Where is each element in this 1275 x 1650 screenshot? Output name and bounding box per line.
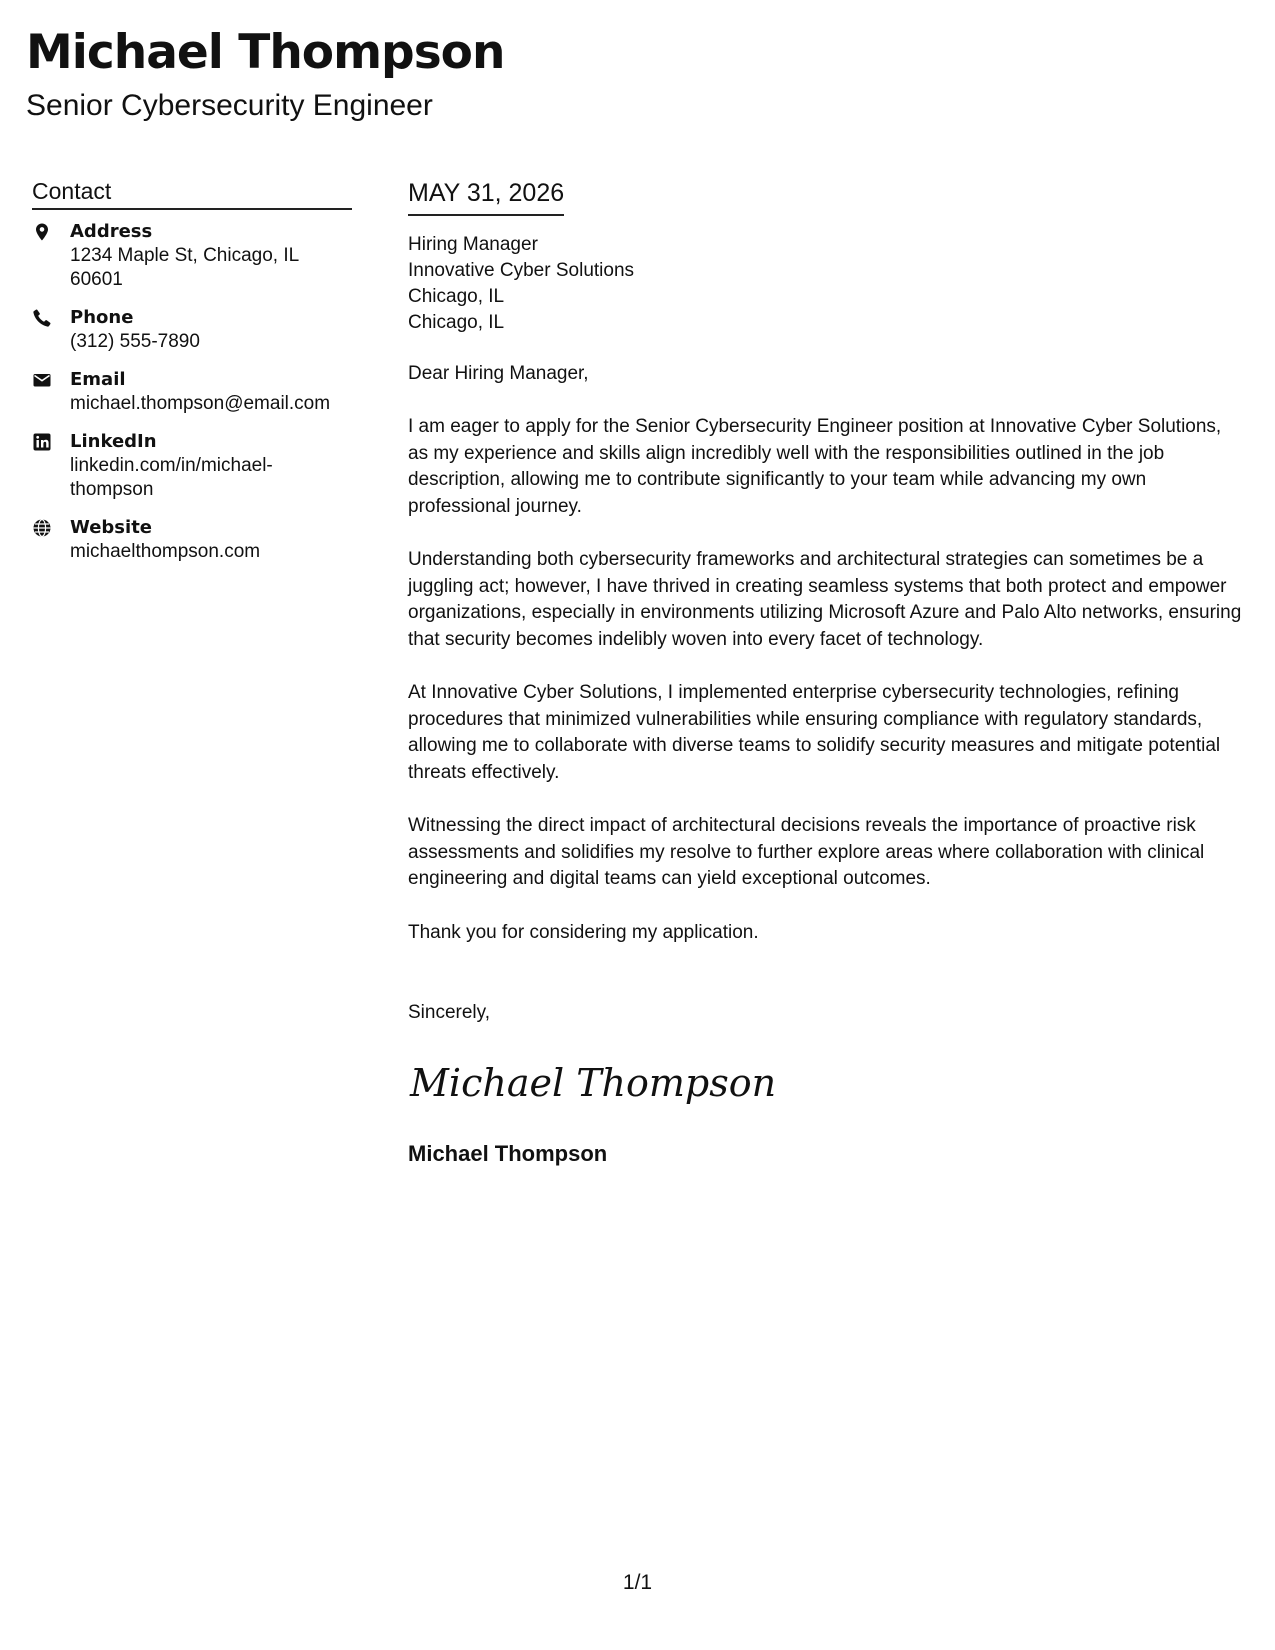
recipient-line: Chicago, IL <box>408 286 505 307</box>
contact-item-website <box>32 516 352 564</box>
contact-value: michael.thompson@email.com <box>70 393 331 414</box>
letter-paragraph: Witnessing the direct impact of architectural decisions reveals the importance of proactive risk assessments and solidifies my resolve to further explore areas where collaboration with clinical engineering and digital teams can yield exceptional outcomes. <box>408 815 1205 889</box>
contact-label: Address <box>70 221 153 242</box>
contact-item-email <box>32 368 352 416</box>
applicant-title: Senior Cybersecurity Engineer <box>26 89 433 122</box>
contact-sidebar <box>32 176 352 578</box>
svg-text:Michael Thompson: Michael Thompson <box>410 1061 777 1105</box>
letter-paragraph: Thank you for considering my application. <box>408 921 759 943</box>
contact-label: Phone <box>70 307 134 328</box>
closing: Sincerely, <box>408 1002 491 1023</box>
page-number: 1/1 <box>622 1571 653 1594</box>
signed-name: Michael Thompson <box>408 1141 608 1166</box>
contact-label: LinkedIn <box>70 431 157 452</box>
contact-value: michaelthompson.com <box>70 541 261 562</box>
globe-icon <box>32 516 70 538</box>
contact-item-phone <box>32 306 352 354</box>
contact-value: linkedin.com/in/michael-thompson <box>70 455 273 500</box>
letter-paragraph: I am eager to apply for the Senior Cybersecurity Engineer position at Innovative Cyber Solutions, as my experience and skills align incredibly well with the responsibilities outlined in the job description, allowing me to contribute significantly to your team while advancing my own professional journey. <box>408 416 1222 517</box>
linkedin-icon <box>32 430 70 452</box>
contact-value: 1234 Maple St, Chicago, IL 60601 <box>70 245 299 290</box>
contact-heading: Contact <box>32 176 352 210</box>
recipient-line: Chicago, IL <box>408 312 505 333</box>
recipient-line: Innovative Cyber Solutions <box>408 260 635 281</box>
envelope-icon <box>32 368 70 390</box>
letter-paragraph: Understanding both cybersecurity frameworks and architectural strategies can sometimes be a juggling act; however, I have thrived in creating seamless systems that both protect and empower organizations, especially in environments utilizing Microsoft Azure and Palo Alto networks, ensuring that security becomes indelibly woven into every facet of technology. <box>408 549 1242 650</box>
contact-item-linkedin <box>32 430 352 502</box>
letter-date: MAY 31, 2026 <box>408 176 564 216</box>
letter-header <box>26 18 504 124</box>
letter-paragraph: At Innovative Cyber Solutions, I implemented enterprise cybersecurity technologies, refining procedures that minimized vulnerabilities while ensuring compliance with regulatory standards, allowing me to collaborate with diverse teams to solidify security measures and mitigate potential threats effectively. <box>408 682 1221 783</box>
phone-icon <box>32 306 70 328</box>
contact-label: Website <box>70 517 153 538</box>
letter-body <box>408 176 1243 1168</box>
contact-label: Email <box>70 369 126 390</box>
salutation: Dear Hiring Manager, <box>408 363 589 384</box>
location-pin-icon <box>32 220 70 242</box>
handwritten-signature <box>402 1056 777 1112</box>
recipient-block <box>408 232 1243 336</box>
recipient-line: Hiring Manager <box>408 234 538 255</box>
contact-item-address <box>32 220 352 292</box>
applicant-name: Michael Thompson <box>26 25 505 80</box>
contact-value: (312) 555-7890 <box>70 331 200 352</box>
